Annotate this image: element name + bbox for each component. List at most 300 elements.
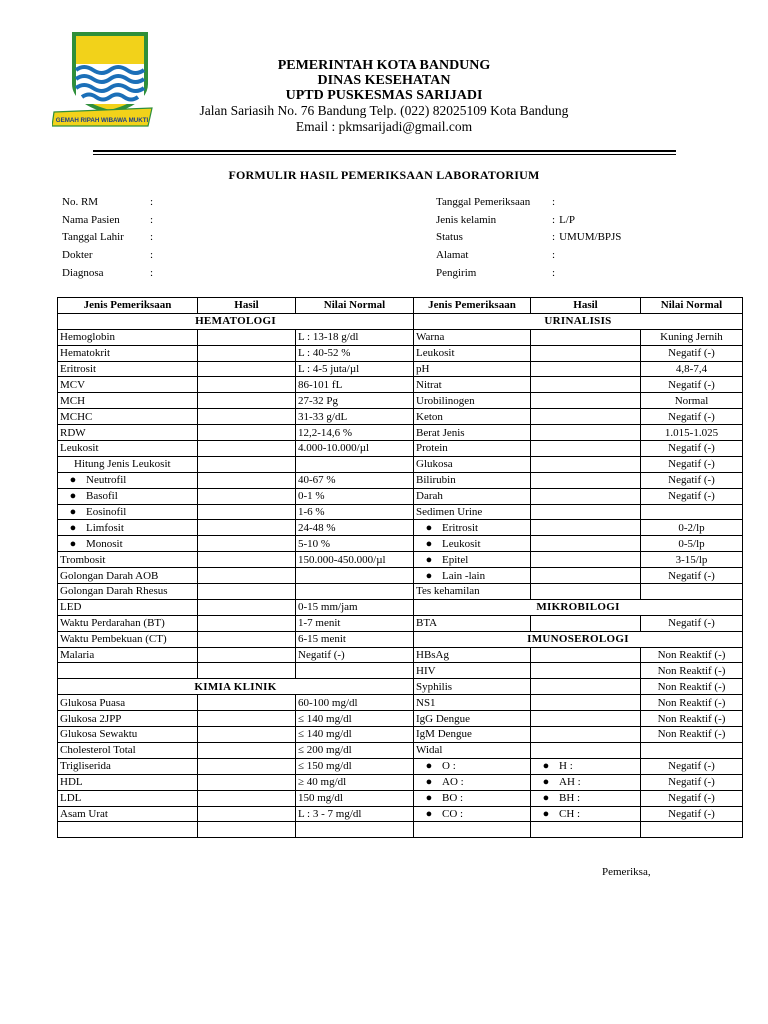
- result-cell[interactable]: [198, 536, 296, 552]
- normal-value-cell: ≥ 40 mg/dl: [296, 774, 414, 790]
- exam-name-cell: [414, 663, 531, 679]
- exam-name-cell: [414, 536, 531, 552]
- result-cell[interactable]: [198, 345, 296, 361]
- exam-name-cell: [414, 727, 531, 743]
- table-row: [58, 441, 743, 457]
- result-cell[interactable]: [198, 441, 296, 457]
- bullet-icon: ●: [69, 506, 77, 519]
- exam-name: Widal: [416, 744, 443, 757]
- bullet-icon: ●: [69, 490, 77, 503]
- exam-name-cell: [58, 790, 198, 806]
- table-row: [58, 758, 743, 774]
- info-row: [436, 247, 736, 265]
- info-value[interactable]: [153, 212, 157, 230]
- result-cell[interactable]: [198, 425, 296, 441]
- exam-name-cell: [58, 599, 198, 615]
- header-cell: Hasil: [198, 298, 296, 314]
- result-cell[interactable]: [531, 329, 641, 345]
- info-row: [62, 212, 382, 230]
- lab-results-table: [57, 297, 743, 838]
- patient-info-left: [62, 194, 382, 282]
- exam-name: Monosit: [86, 537, 123, 550]
- bullet-icon: ●: [425, 792, 433, 805]
- info-row: [436, 229, 736, 247]
- table-row: [58, 393, 743, 409]
- normal-value-cell: ≤ 150 mg/dl: [296, 758, 414, 774]
- info-label: Tanggal Lahir: [62, 231, 124, 244]
- exam-name: Hematokrit: [60, 347, 111, 360]
- result-cell[interactable]: [531, 361, 641, 377]
- exam-name-cell: [414, 711, 531, 727]
- info-row: [436, 212, 736, 230]
- exam-name-cell: [414, 456, 531, 472]
- exam-name: MCHC: [60, 410, 93, 423]
- exam-name-cell: [414, 679, 531, 695]
- result-cell[interactable]: [198, 711, 296, 727]
- exam-name-cell: [414, 329, 531, 345]
- info-value[interactable]: L/P: [559, 213, 575, 226]
- patient-info-right: [436, 194, 736, 282]
- exam-name-cell: [414, 504, 531, 520]
- normal-value-cell: Negatif (-): [641, 806, 743, 822]
- info-label: Dokter: [62, 249, 93, 262]
- result-cell[interactable]: [531, 790, 641, 806]
- result-cell[interactable]: [198, 329, 296, 345]
- normal-value-cell: Normal: [641, 393, 743, 409]
- exam-name-cell: [58, 361, 198, 377]
- exam-name-cell: [414, 774, 531, 790]
- result-cell[interactable]: [531, 488, 641, 504]
- info-value[interactable]: [555, 265, 559, 283]
- table-row: [58, 774, 743, 790]
- exam-name-cell: [58, 742, 198, 758]
- info-colon: :: [552, 231, 556, 244]
- info-value[interactable]: [153, 247, 157, 265]
- normal-value-cell: Negatif (-): [641, 456, 743, 472]
- normal-value-cell: Kuning Jernih: [641, 329, 743, 345]
- info-label: Status: [436, 231, 463, 244]
- result-cell[interactable]: [198, 695, 296, 711]
- result-cell[interactable]: [531, 663, 641, 679]
- bullet-icon: ●: [425, 776, 433, 789]
- letterhead-email: Email : pkmsarijadi@gmail.com: [295, 119, 473, 134]
- result-cell[interactable]: [531, 441, 641, 457]
- info-value[interactable]: [153, 194, 157, 212]
- bullet-icon: ●: [425, 807, 433, 820]
- table-row: [58, 313, 743, 329]
- table-row: [58, 790, 743, 806]
- exam-name: Basofil: [86, 490, 118, 503]
- result-cell[interactable]: [198, 822, 296, 838]
- result-cell[interactable]: [531, 727, 641, 743]
- result-cell[interactable]: [531, 377, 641, 393]
- result-cell[interactable]: [531, 345, 641, 361]
- exam-name: Syphilis: [416, 680, 453, 693]
- exam-name-cell: [58, 409, 198, 425]
- normal-value-cell: Non Reaktif (-): [641, 727, 743, 743]
- result-cell[interactable]: [198, 790, 296, 806]
- result-cell[interactable]: [531, 425, 641, 441]
- exam-name-cell: [58, 456, 198, 472]
- letterhead-rule-thin: [93, 154, 676, 155]
- table-row: [58, 647, 743, 663]
- normal-value-cell: Non Reaktif (-): [641, 647, 743, 663]
- result-cell[interactable]: [198, 647, 296, 663]
- form-title: FORMULIR HASIL PEMERIKSAAN LABORATORIUM: [228, 168, 540, 182]
- result-cell[interactable]: [531, 806, 641, 822]
- result-cell[interactable]: [198, 758, 296, 774]
- info-label: Jenis kelamin: [436, 213, 497, 226]
- exam-name: MCV: [60, 378, 86, 391]
- table-row: [58, 536, 743, 552]
- normal-value-cell: Negatif (-): [296, 647, 414, 663]
- result-cell[interactable]: [198, 377, 296, 393]
- normal-value-cell: Non Reaktif (-): [641, 695, 743, 711]
- info-row: [62, 229, 382, 247]
- result-label: H :: [559, 760, 573, 773]
- exam-name: Epitel: [442, 553, 469, 566]
- exam-name: IgG Dengue: [416, 712, 471, 725]
- exam-name: Neutrofil: [86, 474, 127, 487]
- bullet-icon: ●: [425, 569, 433, 582]
- table-row: [58, 488, 743, 504]
- normal-value-cell: Negatif (-): [641, 615, 743, 631]
- result-cell[interactable]: [531, 568, 641, 584]
- table-row: [58, 329, 743, 345]
- exam-name: Eritrosit: [442, 521, 479, 534]
- exam-name-cell: [414, 615, 531, 631]
- exam-name: Urobilinogen: [416, 394, 475, 407]
- section-heading: URINALISIS: [414, 313, 743, 329]
- normal-value-cell: Negatif (-): [641, 409, 743, 425]
- normal-value-cell: Negatif (-): [641, 790, 743, 806]
- exam-name: Trombosit: [60, 553, 106, 566]
- bullet-icon: ●: [425, 553, 433, 566]
- exam-name: Eritrosit: [60, 363, 97, 375]
- section-heading: MIKROBILOGI: [414, 599, 743, 615]
- table-row: [58, 822, 743, 838]
- exam-name-cell: [58, 727, 198, 743]
- normal-value-cell: L : 13-18 g/dl: [296, 329, 414, 345]
- exam-name: AO :: [442, 776, 464, 789]
- table-row: [58, 584, 743, 600]
- exam-name-cell: [58, 615, 198, 631]
- exam-name: O :: [442, 760, 456, 773]
- info-value[interactable]: [555, 194, 559, 212]
- table-row: [58, 663, 743, 679]
- info-value[interactable]: [555, 247, 559, 265]
- result-cell[interactable]: [531, 472, 641, 488]
- table-row: [58, 472, 743, 488]
- normal-value-cell: Negatif (-): [641, 345, 743, 361]
- info-value[interactable]: UMUM/BPJS: [559, 231, 622, 244]
- exam-name-cell: [58, 631, 198, 647]
- normal-value-cell: 4.000-10.000/µl: [296, 441, 414, 457]
- result-cell[interactable]: [531, 615, 641, 631]
- letterhead-address: Jalan Sariasih No. 76 Bandung Telp. (022) 82025109 Kota Bandung: [199, 103, 569, 118]
- exam-name: Leukosit: [442, 537, 481, 550]
- result-cell[interactable]: [531, 456, 641, 472]
- header-cell: Hasil: [531, 298, 641, 314]
- result-cell[interactable]: [198, 393, 296, 409]
- exam-name: Protein: [416, 442, 448, 455]
- normal-value-cell: 0-5/lp: [641, 536, 743, 552]
- normal-value-cell: 150.000-450.000/µl: [296, 552, 414, 568]
- info-row: [62, 247, 382, 265]
- result-cell[interactable]: [531, 584, 641, 600]
- normal-value-cell: [641, 584, 743, 600]
- normal-value-cell: 5-10 %: [296, 536, 414, 552]
- exam-name-cell: [58, 472, 198, 488]
- result-cell[interactable]: [198, 568, 296, 584]
- normal-value-cell: 1-6 %: [296, 504, 414, 520]
- exam-name: Nitrat: [416, 378, 442, 391]
- exam-name: Glukosa 2JPP: [60, 712, 122, 725]
- normal-value-cell: 27-32 Pg: [296, 393, 414, 409]
- info-label: Nama Pasien: [62, 213, 120, 226]
- result-cell[interactable]: [198, 584, 296, 600]
- result-cell[interactable]: [531, 409, 641, 425]
- result-cell[interactable]: [531, 679, 641, 695]
- bullet-icon: ●: [542, 792, 550, 805]
- result-cell[interactable]: [198, 472, 296, 488]
- exam-name: Waktu Pembekuan (CT): [60, 633, 167, 646]
- normal-value-cell: Non Reaktif (-): [641, 679, 743, 695]
- exam-name-cell: [58, 806, 198, 822]
- info-label: Tanggal Pemeriksaan: [436, 196, 531, 208]
- exam-name-cell: [414, 822, 531, 838]
- normal-value-cell: [641, 504, 743, 520]
- result-cell[interactable]: [531, 536, 641, 552]
- normal-value-cell: Non Reaktif (-): [641, 711, 743, 727]
- normal-value-cell: [641, 742, 743, 758]
- normal-value-cell: 150 mg/dl: [296, 790, 414, 806]
- result-cell[interactable]: [531, 695, 641, 711]
- exam-name-cell: [414, 409, 531, 425]
- result-cell[interactable]: [531, 774, 641, 790]
- result-cell[interactable]: [198, 615, 296, 631]
- info-label: Alamat: [436, 249, 469, 262]
- normal-value-cell: 60-100 mg/dl: [296, 695, 414, 711]
- exam-name-cell: [58, 552, 198, 568]
- info-row: [62, 265, 382, 283]
- table-row: [58, 679, 743, 695]
- bullet-icon: ●: [425, 760, 433, 773]
- normal-value-cell: [296, 822, 414, 838]
- table-row: [58, 742, 743, 758]
- exam-name: BTA: [416, 617, 438, 630]
- normal-value-cell: 40-67 %: [296, 472, 414, 488]
- info-value[interactable]: [153, 265, 157, 283]
- result-cell[interactable]: [531, 552, 641, 568]
- exam-name-cell: [414, 377, 531, 393]
- exam-name-cell: [414, 425, 531, 441]
- normal-value-cell: 1.015-1.025: [641, 425, 743, 441]
- result-cell[interactable]: [531, 647, 641, 663]
- result-label: BH :: [559, 792, 581, 805]
- exam-name-cell: [414, 488, 531, 504]
- normal-value-cell: 0-2/lp: [641, 520, 743, 536]
- header-cell: Jenis Pemeriksaan: [414, 298, 531, 314]
- signature-label: Pemeriksa,: [602, 866, 651, 878]
- exam-name-cell: [58, 504, 198, 520]
- exam-name: Leukosit: [416, 347, 455, 360]
- info-row: [436, 265, 736, 283]
- letterhead-government: PEMERINTAH KOTA BANDUNG: [277, 58, 491, 73]
- result-cell[interactable]: [531, 758, 641, 774]
- result-cell[interactable]: [198, 488, 296, 504]
- info-row: [436, 194, 736, 212]
- result-cell[interactable]: [531, 504, 641, 520]
- result-cell[interactable]: [531, 822, 641, 838]
- exam-name: Glukosa Puasa: [60, 696, 126, 709]
- exam-name: MCH: [60, 394, 86, 407]
- exam-name: Bilirubin: [416, 474, 456, 487]
- table-row: [58, 377, 743, 393]
- exam-name: Darah: [416, 490, 443, 503]
- exam-name-cell: [58, 377, 198, 393]
- normal-value-cell: [296, 456, 414, 472]
- exam-name-cell: [414, 520, 531, 536]
- section-heading: KIMIA KLINIK: [58, 679, 414, 695]
- header-cell: Nilai Normal: [641, 298, 743, 314]
- result-cell[interactable]: [198, 631, 296, 647]
- info-colon: :: [150, 249, 154, 262]
- result-cell[interactable]: [198, 520, 296, 536]
- exam-name-cell: [414, 742, 531, 758]
- normal-value-cell: ≤ 140 mg/dl: [296, 711, 414, 727]
- exam-name: Trigliserida: [60, 760, 111, 773]
- result-cell[interactable]: [198, 456, 296, 472]
- exam-name: Malaria: [60, 649, 95, 662]
- exam-name-cell: [58, 695, 198, 711]
- exam-name-cell: [58, 711, 198, 727]
- info-colon: :: [552, 266, 556, 279]
- table-row: [58, 806, 743, 822]
- result-cell[interactable]: [198, 599, 296, 615]
- exam-name: Warna: [416, 331, 445, 344]
- exam-name: Tes kehamilan: [416, 585, 480, 598]
- bullet-icon: ●: [425, 537, 433, 550]
- result-label: AH :: [559, 776, 581, 789]
- exam-name-cell: [414, 584, 531, 600]
- result-cell[interactable]: [531, 742, 641, 758]
- result-label: CH :: [559, 807, 581, 820]
- normal-value-cell: 0-15 mm/jam: [296, 599, 414, 615]
- normal-value-cell: Negatif (-): [641, 568, 743, 584]
- section-heading: HEMATOLOGI: [58, 313, 414, 329]
- section-heading: IMUNOSEROLOGI: [414, 631, 743, 647]
- normal-value-cell: Negatif (-): [641, 472, 743, 488]
- info-label: Pengirim: [436, 266, 477, 279]
- info-colon: :: [150, 266, 154, 279]
- result-cell[interactable]: [198, 806, 296, 822]
- normal-value-cell: Non Reaktif (-): [641, 663, 743, 679]
- letterhead: [180, 58, 588, 135]
- exam-name-cell: [58, 663, 198, 679]
- exam-name-cell: [58, 345, 198, 361]
- exam-name: Hitung Jenis Leukosit: [74, 458, 171, 471]
- result-cell[interactable]: [198, 552, 296, 568]
- exam-name-cell: [58, 488, 198, 504]
- result-cell[interactable]: [198, 361, 296, 377]
- header-cell: Nilai Normal: [296, 298, 414, 314]
- result-cell[interactable]: [198, 663, 296, 679]
- normal-value-cell: Negatif (-): [641, 441, 743, 457]
- exam-name-cell: [414, 758, 531, 774]
- info-colon: :: [150, 196, 154, 208]
- normal-value-cell: 31-33 g/dL: [296, 409, 414, 425]
- exam-name-cell: [58, 536, 198, 552]
- bandung-city-logo: [52, 30, 154, 130]
- exam-name-cell: [414, 345, 531, 361]
- bullet-icon: ●: [542, 760, 550, 773]
- table-row: [58, 599, 743, 615]
- exam-name: HDL: [60, 776, 83, 789]
- table-row: [58, 520, 743, 536]
- bullet-icon: ●: [69, 537, 77, 550]
- exam-name: pH: [416, 363, 430, 375]
- result-cell[interactable]: [198, 742, 296, 758]
- normal-value-cell: Negatif (-): [641, 488, 743, 504]
- exam-name: Glukosa: [416, 458, 453, 471]
- normal-value-cell: 6-15 menit: [296, 631, 414, 647]
- result-cell[interactable]: [531, 520, 641, 536]
- table-header-row: [58, 298, 743, 314]
- result-cell[interactable]: [198, 504, 296, 520]
- info-value[interactable]: [153, 229, 157, 247]
- bullet-icon: ●: [69, 521, 77, 534]
- exam-name-cell: [58, 329, 198, 345]
- result-cell[interactable]: [198, 727, 296, 743]
- exam-name-cell: [414, 361, 531, 377]
- table-row: [58, 504, 743, 520]
- exam-name: Waktu Perdarahan (BT): [60, 617, 165, 630]
- result-cell[interactable]: [198, 409, 296, 425]
- info-label: Diagnosa: [62, 266, 104, 279]
- normal-value-cell: 4,8-7,4: [641, 361, 743, 377]
- exam-name-cell: [414, 647, 531, 663]
- table-row: [58, 361, 743, 377]
- result-cell[interactable]: [531, 393, 641, 409]
- exam-name-cell: [58, 441, 198, 457]
- table-row: [58, 631, 743, 647]
- info-colon: :: [552, 213, 556, 226]
- exam-name: BO :: [442, 792, 464, 805]
- exam-name-cell: [414, 568, 531, 584]
- bullet-icon: ●: [542, 807, 550, 820]
- exam-name: HBsAg: [416, 649, 450, 662]
- result-cell[interactable]: [198, 774, 296, 790]
- result-cell[interactable]: [531, 711, 641, 727]
- exam-name: RDW: [60, 426, 86, 439]
- normal-value-cell: 3-15/lp: [641, 552, 743, 568]
- exam-name-cell: [58, 520, 198, 536]
- exam-name-cell: [414, 393, 531, 409]
- exam-name-cell: [58, 774, 198, 790]
- exam-name: Lain -lain: [442, 569, 486, 582]
- table-row: [58, 615, 743, 631]
- normal-value-cell: [296, 568, 414, 584]
- exam-name: Cholesterol Total: [60, 744, 136, 757]
- normal-value-cell: 12,2-14,6 %: [296, 425, 414, 441]
- exam-name-cell: [414, 790, 531, 806]
- exam-name-cell: [414, 806, 531, 822]
- normal-value-cell: L : 40-52 %: [296, 345, 414, 361]
- normal-value-cell: [296, 584, 414, 600]
- normal-value-cell: L : 3 - 7 mg/dl: [296, 806, 414, 822]
- normal-value-cell: 1-7 menit: [296, 615, 414, 631]
